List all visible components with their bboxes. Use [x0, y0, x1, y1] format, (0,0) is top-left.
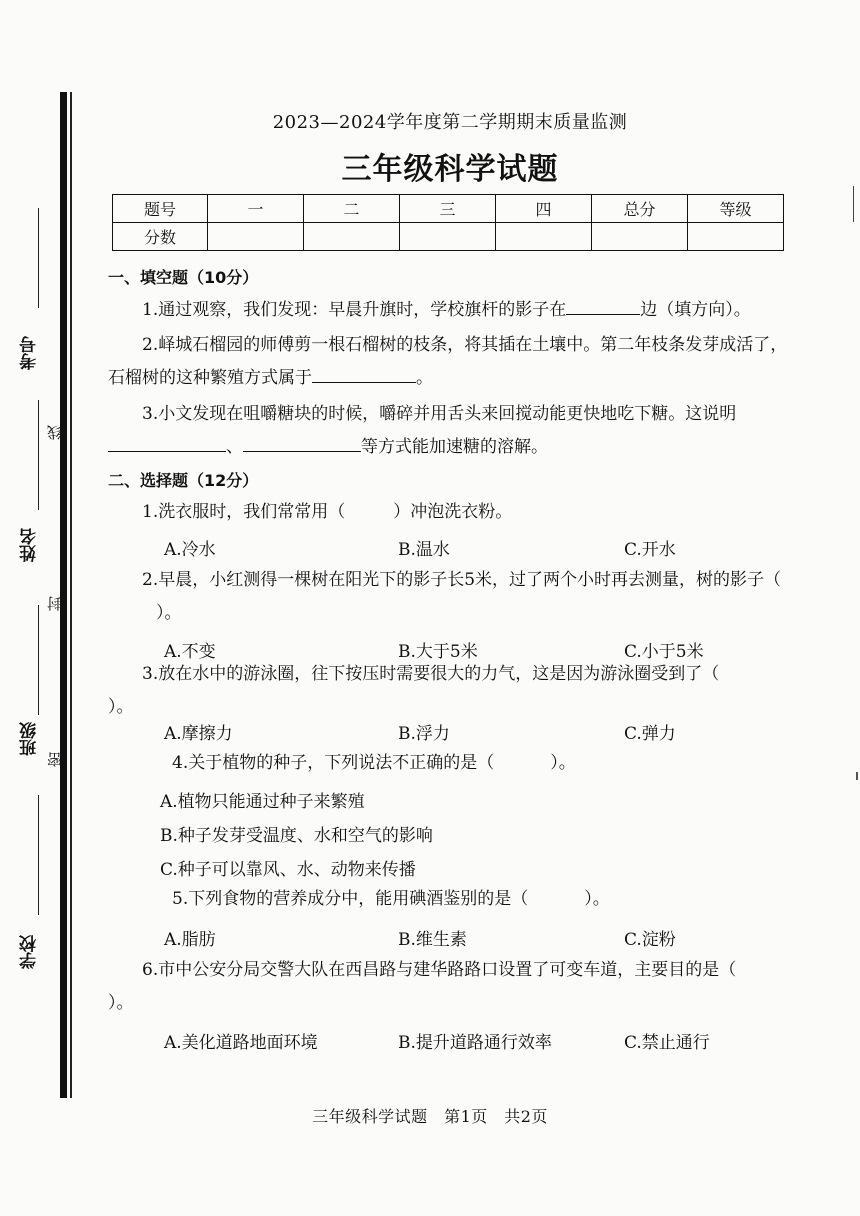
option-c[interactable]: C.开水 [624, 540, 676, 560]
binding-line-thin [70, 92, 72, 1098]
edge-tick [856, 772, 858, 780]
option-b[interactable]: B.种子发芽受温度、水和空气的影响 [160, 826, 433, 846]
question-text: 等方式能加速糖的溶解。 [361, 437, 548, 457]
choice-question-2 [108, 564, 788, 630]
page-footer: 三年级科学试题 第1页 共2页 [312, 1107, 548, 1126]
fill-question-2 [108, 329, 788, 395]
binding-mark-secret: 密 [46, 752, 64, 767]
score-header-cell: 总分 [592, 195, 688, 223]
binding-line-thick [60, 92, 67, 1098]
option-b[interactable]: B.维生素 [398, 930, 467, 950]
question-text: 1.洗衣服时，我们常常用（ [142, 502, 346, 522]
question-text: 5.下列食物的营养成分中，能用碘酒鉴别的是（ [172, 889, 529, 909]
exam-subtitle: 2023—2024学年度第二学期期末质量监测 [272, 112, 628, 133]
choice-question-1 [108, 496, 788, 529]
score-header-cell: 二 [304, 195, 400, 223]
score-table-header-row [113, 195, 784, 223]
exam-number-field-line [38, 208, 39, 308]
name-field-line [38, 400, 39, 510]
exam-number-label: 考号 [20, 336, 40, 370]
question-text: 2.峄城石榴园的师傅剪一根石榴树的枝条，将其插在土壤中。第二年枝条发芽成活了，石榴树的这种繁殖方式属于 [108, 335, 788, 388]
exam-title: 三年级科学试题 [341, 152, 559, 187]
choice-question-6 [108, 954, 788, 1020]
question-text: 3.小文发现在咀嚼糖块的时候，嚼碎并用舌头来回搅动能更快地吃下糖。这说明 [142, 404, 737, 424]
question-text: ）。 [108, 993, 134, 1013]
name-label: 姓名 [20, 528, 40, 562]
edge-mark [853, 186, 854, 222]
score-cell[interactable] [592, 223, 688, 251]
option-c[interactable]: C.小于5米 [624, 642, 704, 662]
score-cell[interactable] [304, 223, 400, 251]
question-text: 、 [226, 437, 243, 457]
question-text: ）。 [156, 603, 182, 623]
score-header-cell: 一 [208, 195, 304, 223]
score-header-cell: 题号 [113, 195, 208, 223]
option-a[interactable]: A.摩擦力 [164, 724, 233, 744]
question-text: 6.市中公安分局交警大队在西昌路与建华路路口设置了可变车道，主要目的是（ [142, 960, 737, 980]
binding-mark-seal: 封 [46, 596, 64, 611]
score-header-cell: 四 [496, 195, 592, 223]
option-c[interactable]: C.种子可以靠风、水、动物来传播 [160, 860, 416, 880]
option-b[interactable]: B.大于5米 [398, 642, 478, 662]
class-field-line [38, 605, 39, 715]
answer-blank[interactable] [566, 296, 640, 315]
choice-question-4 [140, 747, 790, 780]
score-table-score-row [113, 223, 784, 251]
question-text: 3.放在水中的游泳圈，往下按压时需要很大的力气，这是因为游泳圈受到了（ [142, 664, 720, 684]
option-a[interactable]: A.植物只能通过种子来繁殖 [160, 792, 365, 812]
class-label: 班级 [20, 722, 40, 756]
score-table [112, 194, 784, 251]
section-1-heading: 一、填空题（10分） [108, 268, 259, 287]
section-2-heading: 二、选择题（12分） [108, 471, 259, 490]
option-b[interactable]: B.温水 [398, 540, 450, 560]
option-a[interactable]: A.不变 [164, 642, 216, 662]
fill-question-3 [108, 398, 788, 464]
fill-question-1 [108, 294, 788, 327]
exam-header [100, 108, 800, 188]
answer-blank[interactable] [108, 433, 226, 452]
option-c[interactable]: C.淀粉 [624, 930, 676, 950]
score-header-cell: 三 [400, 195, 496, 223]
option-a[interactable]: A.脂肪 [164, 930, 216, 950]
question-text: 1.通过观察，我们发现：早晨升旗时，学校旗杆的影子在 [142, 300, 567, 320]
question-text: 。 [416, 368, 433, 388]
binding-mark-line: 线 [46, 425, 64, 440]
score-header-cell: 等级 [688, 195, 784, 223]
option-a[interactable]: A.美化道路地面环境 [164, 1033, 318, 1053]
score-cell[interactable] [688, 223, 784, 251]
answer-blank[interactable] [243, 433, 361, 452]
question-text: 2.早晨，小红测得一棵树在阳光下的影子长5米，过了两个小时再去测量，树的影子（ [142, 570, 782, 590]
question-text: ）。 [584, 889, 610, 909]
option-c[interactable]: C.禁止通行 [624, 1033, 710, 1053]
score-row-label: 分数 [113, 223, 208, 251]
choice-question-3 [108, 658, 788, 724]
school-label: 学校 [20, 935, 40, 969]
question-text: ）。 [108, 697, 134, 717]
option-c[interactable]: C.弹力 [624, 724, 676, 744]
school-field-line [38, 795, 39, 915]
choice-question-5 [140, 883, 790, 916]
question-text: 4.关于植物的种子，下列说法不正确的是（ [172, 753, 495, 773]
option-a[interactable]: A.冷水 [164, 540, 216, 560]
option-b[interactable]: B.浮力 [398, 724, 450, 744]
question-text: ）。 [550, 753, 576, 773]
option-b[interactable]: B.提升道路通行效率 [398, 1033, 552, 1053]
answer-blank[interactable] [312, 364, 416, 383]
score-cell[interactable] [496, 223, 592, 251]
score-cell[interactable] [208, 223, 304, 251]
question-text: 边（填方向）。 [640, 300, 751, 320]
question-text: ）冲泡洗衣粉。 [393, 502, 513, 522]
score-cell[interactable] [400, 223, 496, 251]
